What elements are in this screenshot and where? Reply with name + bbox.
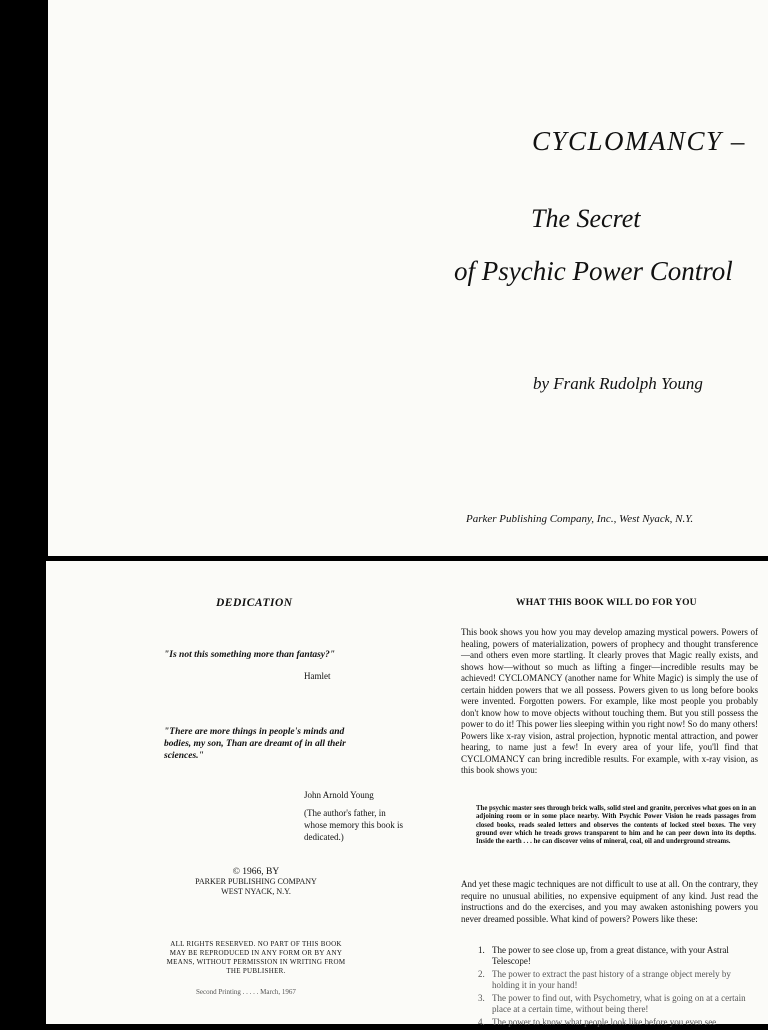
second-paragraph: And yet these magic techniques are not difficult to use at all. On the contrary, they require no unusual abilities, no expensive equipment of any kind. Just read the instructions and do the exercises, and you may awaken astonishing powers you never dreamed possible. What kind of powers? Powers like these: <box>461 879 758 924</box>
list-item <box>478 1017 760 1028</box>
quote-attribution: Hamlet <box>304 671 331 681</box>
list-item-number: 2. <box>478 969 485 979</box>
list-item-number: 3. <box>478 993 485 1003</box>
list-item <box>478 945 760 967</box>
book-subtitle-line1: The Secret <box>531 204 641 233</box>
list-item-number: 4. <box>478 1017 485 1027</box>
dedication-heading: DEDICATION <box>216 597 293 609</box>
book-subtitle-line2: of Psychic Power Control <box>454 256 733 286</box>
list-item-text: The power to know what people look like before you even see <box>492 1017 717 1027</box>
printing-note: Second Printing . . . . . March, 1967 <box>196 988 296 996</box>
copyright-location: WEST NYACK, N.Y. <box>221 887 291 896</box>
list-item-text: The power to find out, with Psychometry, what is going on at a certain place at a certain time, without being there! <box>492 993 746 1014</box>
list-item-text: The power to see close up, from a great distance, with your Astral Telescope! <box>492 945 729 966</box>
list-item-text: The power to extract the past history of a strange object merely by holding it in your hand! <box>492 969 731 990</box>
copyright-line: © 1966, BY <box>232 867 280 877</box>
book-title: CYCLOMANCY – <box>532 126 746 156</box>
publisher-line: Parker Publishing Company, Inc., West Nyack, N.Y. <box>466 513 694 525</box>
dedication-quote-1: "Is not this something more than fantasy?" <box>164 650 336 660</box>
spread-page <box>46 561 768 1027</box>
list-item-number: 1. <box>478 945 485 955</box>
powers-list <box>478 945 760 1030</box>
dedication-quote-2: "There are more things in people's minds and bodies, my son, Than are dreamt of in all their sciences." <box>164 727 346 761</box>
dedicatee-note: (The author's father, in whose memory this book is dedicated.) <box>304 808 403 842</box>
excerpt-block: The psychic master sees through brick walls, solid steel and granite, perceives what goes on in an adjoining room or in some place nearby. With Psychic Power Vision he reads passages from closed books, reads sealed letters and observes the contents of locked steel boxes. The very ground over which he treads grows transparent to him and he can peer down into its depths. Inside the earth . . . he can discover veins of mineral, coal, oil and underground streams. <box>476 805 756 846</box>
list-item <box>478 969 760 991</box>
list-item <box>478 993 760 1015</box>
section-heading: WHAT THIS BOOK WILL DO FOR YOU <box>516 598 697 608</box>
title-page <box>48 0 768 556</box>
copyright-publisher: PARKER PUBLISHING COMPANY <box>195 877 317 886</box>
author-line: by Frank Rudolph Young <box>533 374 703 393</box>
intro-paragraph: This book shows you how you may develop amazing mystical powers. Powers of healing, powers of materialization, powers of prophecy and thought transference—and others even more startling. It clearly proves that Magic really exists, and shows how—without so much as lifting a finger—incredible results may be achieved! CYCLOMANCY (another name for White Magic) is simply the use of certain hidden powers that we all possess. Powers given to us long before books were invented. Forgotten powers. For example, like most people you probably don't know how to move objects without touching them. But you still possess the power to do it! This power lies sleeping within you right now! So do many others! Powers like x-ray vision, astral projection, hypnotic mental attraction, and power hearing, to name just a few! In every area of your life, you'll find that CYCLOMANCY can bring incredible results. For example, with x-ray vision, as this book shows you: <box>461 627 758 775</box>
rights-notice: ALL RIGHTS RESERVED. NO PART OF THIS BOOK MAY BE REPRODUCED IN ANY FORM OR BY ANY MEANS, WITHOUT PERMISSION IN WRITING FROM THE PUBLISHER. <box>166 940 346 975</box>
dedicatee-name: John Arnold Young <box>304 790 374 800</box>
copyright-block <box>186 867 326 897</box>
